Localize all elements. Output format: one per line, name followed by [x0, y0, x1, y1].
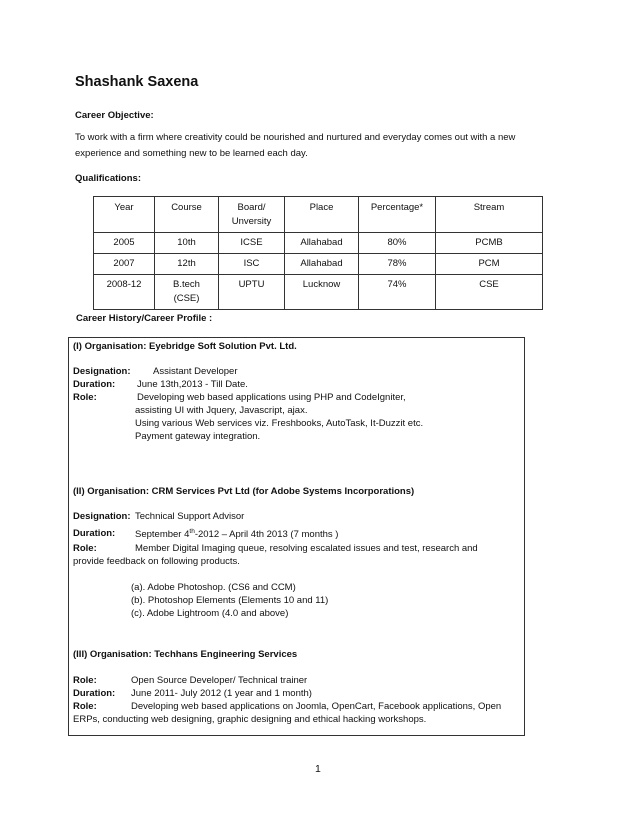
header-percentage: Percentage*	[359, 197, 436, 233]
career-history-heading: Career History/Career Profile :	[76, 313, 213, 324]
org2-role-label: Role:	[73, 543, 97, 554]
qualifications-header-row	[94, 197, 543, 233]
table-cell: 78%	[359, 254, 436, 275]
table-cell: 10th	[155, 233, 219, 254]
career-history-box	[68, 337, 525, 736]
table-cell: UPTU	[219, 275, 285, 310]
table-cell: Allahabad	[285, 254, 359, 275]
table-row	[94, 233, 543, 254]
table-cell: ISC	[219, 254, 285, 275]
org1-role-line-3: Using various Web services viz. Freshbooks, AutoTask, It-Duzzit etc.	[135, 418, 424, 429]
table-cell: B.tech (CSE)	[155, 275, 219, 310]
org2-product-a: (a). Adobe Photoshop. (CS6 and CCM)	[131, 582, 296, 593]
table-cell: 2007	[94, 254, 155, 275]
org2-product-b: (b). Photoshop Elements (Elements 10 and 11)	[131, 595, 329, 606]
table-cell: 2005	[94, 233, 155, 254]
org1-role-line-4: Payment gateway integration.	[135, 431, 261, 442]
org3-role-value-1: Open Source Developer/ Technical trainer	[131, 675, 308, 686]
qualifications-table	[93, 196, 543, 310]
org3-duration-label: Duration:	[73, 688, 116, 699]
header-course: Course	[155, 197, 219, 233]
header-place: Place	[285, 197, 359, 233]
org1-role-line-1: Developing web based applications using PHP and CodeIgniter,	[137, 392, 406, 403]
table-cell: CSE	[436, 275, 543, 310]
header-stream: Stream	[436, 197, 543, 233]
org2-role-line-2: provide feedback on following products.	[73, 556, 240, 567]
org1-role-line-2: assisting UI with Jquery, Javascript, ajax.	[135, 405, 308, 416]
header-board: Board/ Unversity	[219, 197, 285, 233]
org2-duration-value: September 4th-2012 – April 4th 2013 (7 months )	[135, 528, 339, 541]
org3-role-label-1: Role:	[73, 675, 97, 686]
org1-duration-label: Duration:	[73, 379, 116, 390]
org1-duration-value: June 13th,2013 - Till Date.	[137, 379, 248, 390]
org2-product-c: (c). Adobe Lightroom (4.0 and above)	[131, 608, 289, 619]
org2-role-line-1: Member Digital Imaging queue, resolving escalated issues and test, research and	[135, 543, 478, 554]
table-cell: Allahabad	[285, 233, 359, 254]
org3-role-line-1: Developing web based applications on Joomla, OpenCart, Facebook applications, Open	[131, 701, 502, 712]
org2-title: (II) Organisation: CRM Services Pvt Ltd (for Adobe Systems Incorporations)	[73, 486, 415, 497]
org3-role-line-2: ERPs, conducting web designing, graphic designing and ethical hacking workshops.	[73, 714, 427, 725]
career-objective-heading: Career Objective:	[75, 110, 154, 121]
org1-designation-label: Designation:	[73, 366, 131, 377]
org2-designation-label: Designation:	[73, 511, 131, 522]
table-cell: Lucknow	[285, 275, 359, 310]
org2-duration-label: Duration:	[73, 528, 116, 539]
org3-duration-value: June 2011- July 2012 (1 year and 1 month)	[131, 688, 312, 699]
table-row	[94, 275, 543, 310]
table-row	[94, 254, 543, 275]
header-year: Year	[94, 197, 155, 233]
qualifications-heading: Qualifications:	[75, 173, 141, 184]
candidate-name: Shashank Saxena	[75, 74, 199, 90]
org3-title: (III) Organisation: Techhans Engineering Services	[73, 649, 298, 660]
table-cell: ICSE	[219, 233, 285, 254]
org2-designation-value: Technical Support Advisor	[135, 511, 245, 522]
page-number: 1	[315, 763, 321, 775]
table-cell: PCMB	[436, 233, 543, 254]
career-objective-line-1: To work with a firm where creativity could be nourished and nurtured and everyday comes out with a new	[75, 132, 516, 143]
org1-role-label: Role:	[73, 392, 97, 403]
career-objective-line-2: experience and something new to be learned each day.	[75, 148, 308, 159]
org1-designation-value: Assistant Developer	[153, 366, 238, 377]
table-cell: 80%	[359, 233, 436, 254]
org3-role-label-2: Role:	[73, 701, 97, 712]
table-cell: 12th	[155, 254, 219, 275]
table-cell: 2008-12	[94, 275, 155, 310]
table-cell: 74%	[359, 275, 436, 310]
org1-title: (I) Organisation: Eyebridge Soft Solution Pvt. Ltd.	[73, 341, 297, 352]
table-cell: PCM	[436, 254, 543, 275]
